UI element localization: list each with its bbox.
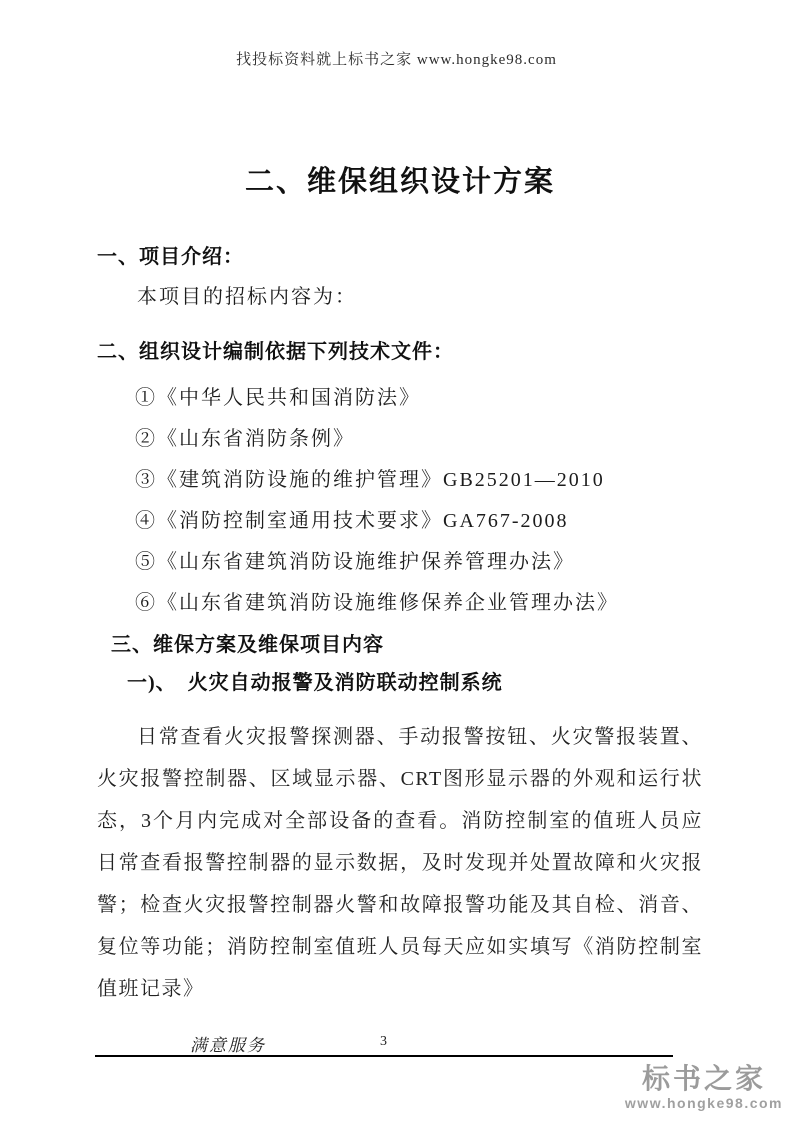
footer-rule-divider xyxy=(95,1055,673,1057)
document-content xyxy=(97,0,703,1010)
reference-list xyxy=(97,386,703,632)
reference-item: ⑥《山东省建筑消防设施维修保养企业管理办法》 xyxy=(135,592,619,614)
corner-watermark xyxy=(625,1064,783,1112)
watermark-brand-logo: 标书之家 xyxy=(641,1063,766,1094)
section-3-subheading: 一)、 火灾自动报警及消防联动控制系统 xyxy=(127,672,503,694)
section-1-heading: 一、项目介绍： xyxy=(97,246,244,268)
reference-item: ④《消防控制室通用技术要求》GA767-2008 xyxy=(135,510,569,532)
document-title: 二、维保组织设计方案 xyxy=(244,166,555,198)
reference-item: ①《中华人民共和国消防法》 xyxy=(135,387,421,409)
section-2-heading: 二、组织设计编制依据下列技术文件： xyxy=(97,341,454,363)
reference-item: ③《建筑消防设施的维护管理》GB25201—2010 xyxy=(135,469,605,491)
page-number: 3 xyxy=(380,1034,387,1049)
reference-item: ⑤《山东省建筑消防设施维护保养管理办法》 xyxy=(135,551,575,573)
footer-motto: 满意服务 xyxy=(190,1036,266,1055)
section-3-heading: 三、维保方案及维保项目内容 xyxy=(111,634,384,656)
section-1-body: 本项目的招标内容为： xyxy=(137,286,357,308)
page-header-watermark-text: 找投标资料就上标书之家 www.hongke98.com xyxy=(236,52,557,68)
reference-item: ②《山东省消防条例》 xyxy=(135,428,355,450)
watermark-url: www.hongke98.com xyxy=(624,1095,783,1111)
section-3-body-paragraph: 日常查看火灾报警探测器、手动报警按钮、火灾警报装置、火灾报警控制器、区域显示器、CRT图形显示器的外观和运行状态，3个月内完成对全部设备的查看。消防控制室的值班人员应日常查看报警控制器的显示数据，及时发现并处置故障和火灾报警；检查火灾报警控制器火警和故障报警功能及其自检、消音、复位等功能；消防控制室值班人员每天应如实填写《消防控制室值班记录》 xyxy=(97,726,703,1000)
